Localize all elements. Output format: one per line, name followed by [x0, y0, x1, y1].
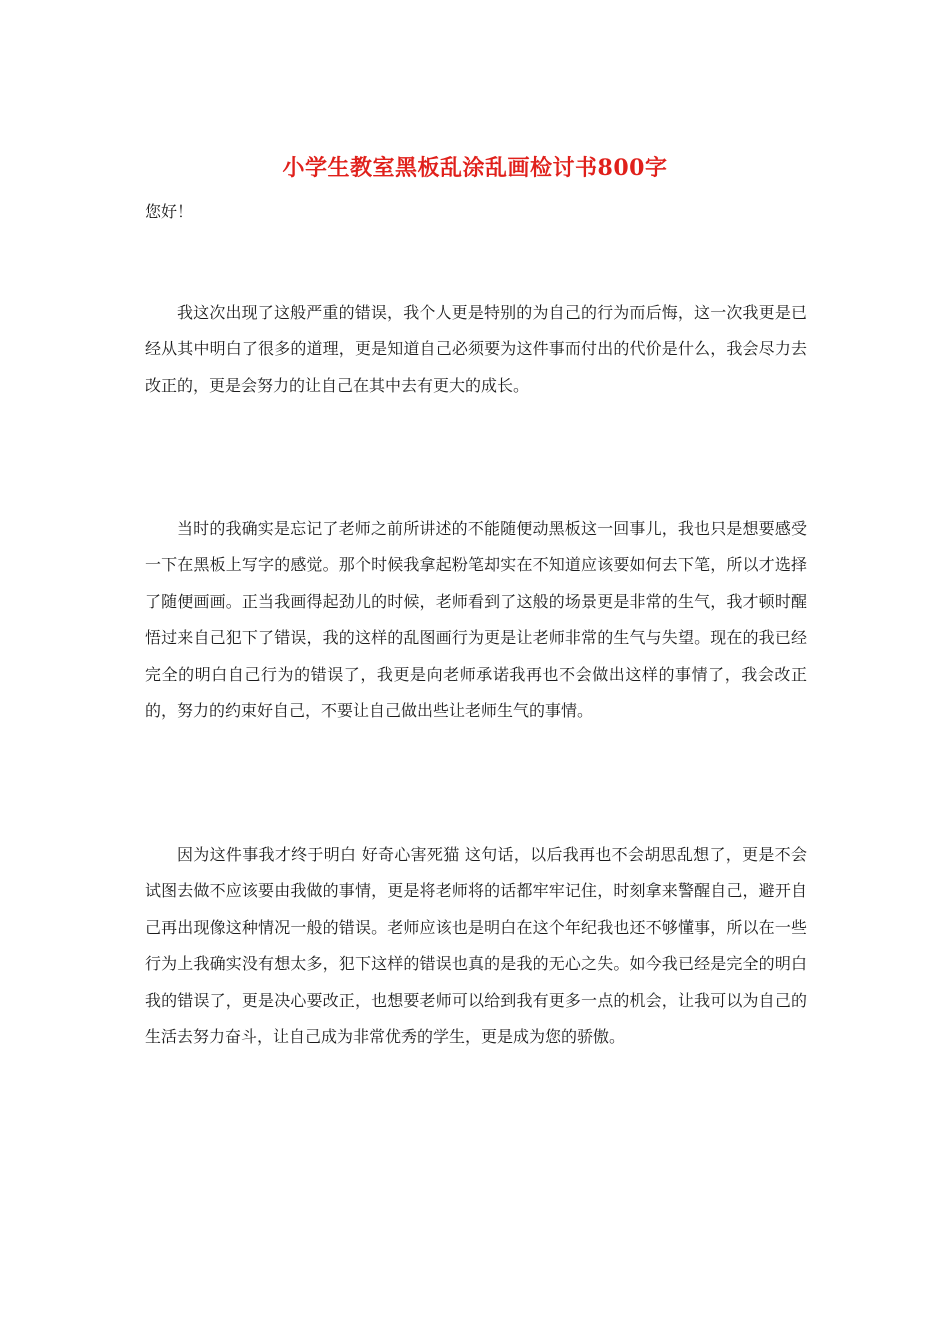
paragraph-3: 因为这件事我才终于明白 好奇心害死猫 这句话，以后我再也不会胡思乱想了，更是不会试图去做不应该要由我做的事情，更是将老师将的话都牢牢记住，时刻拿来警醒自己，避开自己再出现像这种情况一般的错误。老师应该也是明白在这个年纪我也还不够懂事，所以在一些行为上我确实没有想太多，犯下这样的错误也真的是我的无心之失。如今我已经是完全的明白我的错误了，更是决心要改正，也想要老师可以给到我有更多一点的机会，让我可以为自己的生活去努力奋斗，让自己成为非常优秀的学生，更是成为您的骄傲。 [145, 845, 807, 1047]
document-title: 小学生教室黑板乱涂乱画检讨书800字 [282, 155, 668, 181]
paragraph-2: 当时的我确实是忘记了老师之前所讲述的不能随便动黑板这一回事儿，我也只是想要感受一下在黑板上写字的感觉。那个时候我拿起粉笔却实在不知道应该要如何去下笔，所以才选择了随便画画。正当我画得起劲儿的时候，老师看到了这般的场景更是非常的生气，我才顿时醒悟过来自己犯下了错误，我的这样的乱图画行为更是让老师非常的生气与失望。现在的我已经完全的明白自己行为的错误了，我更是向老师承诺我再也不会做出这样的事情了，我会改正的，努力的约束好自己，不要让自己做出些让老师生气的事情。 [145, 519, 807, 721]
greeting: 您好！ [145, 202, 194, 221]
paragraph-1: 我这次出现了这般严重的错误，我个人更是特别的为自己的行为而后悔，这一次我更是已经从其中明白了很多的道理，更是知道自己必须要为这件事而付出的代价是什么，我会尽力去改正的，更是会努力的让自己在其中去有更大的成长。 [145, 303, 807, 395]
